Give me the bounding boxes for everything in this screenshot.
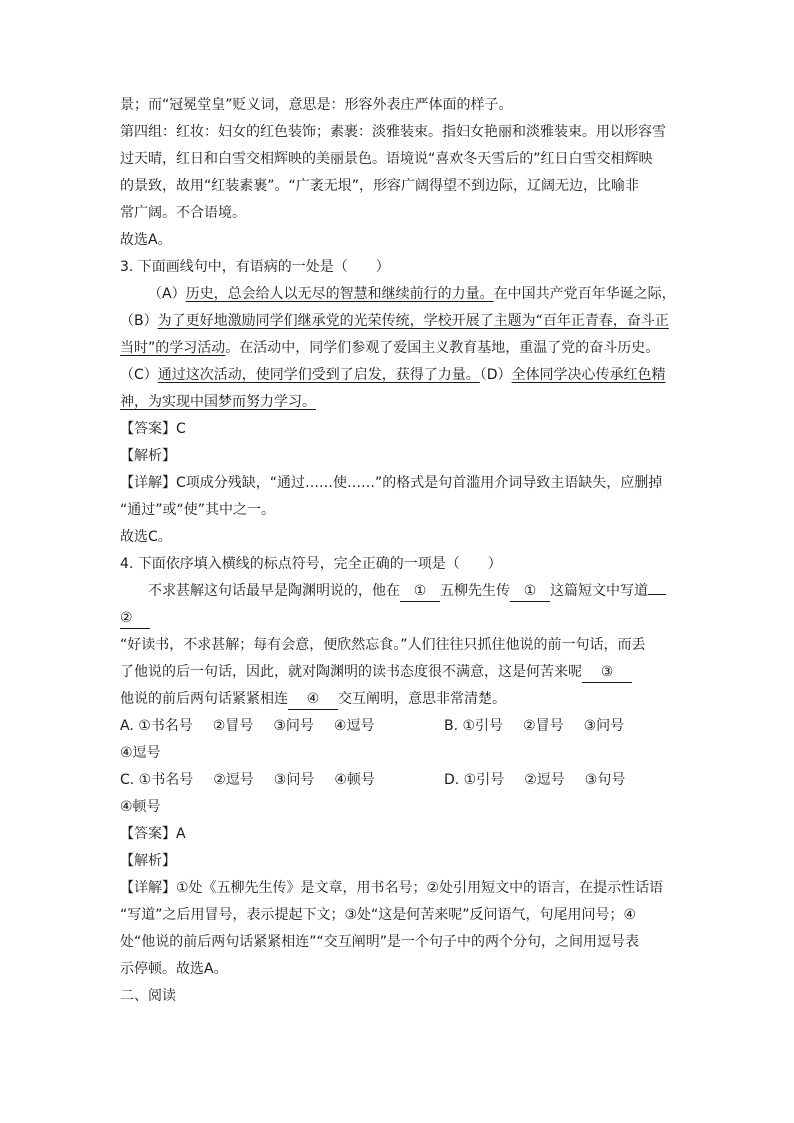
text-span: 这篇短文中写道: [550, 583, 648, 599]
option-b-wrap: ④逗号: [120, 745, 161, 761]
option-b-underlined: 为了更好地激励同学们继承党的光荣传统，学校开展了主题为“百年正青春，奋斗正: [157, 313, 669, 329]
text-line: 第四组：红妆：妇女的红色装饰；素裹：淡雅装束。指妇女艳丽和淡雅装束。用以形容雪: [120, 124, 666, 140]
text-span: 不求甚解这句话最早是陶渊明说的，他在: [148, 583, 400, 599]
detail-text: 处“他说的前后两句话紧紧相连”“交互阐明”是一个句子中的两个分句，之间用逗号表: [120, 934, 640, 950]
option-a[interactable]: [120, 713, 444, 740]
detail-text: “写道”之后用冒号，表示提起下文；③处“这是何苦来呢”反问语气，句尾用问号；④: [120, 907, 637, 923]
blank-2-start: [648, 594, 666, 595]
text-line: 过天晴，红日和白雪交相辉映的美丽景色。语境说“喜欢冬天雪后的”红日白雪交相辉映: [120, 151, 653, 167]
question-4-line: [120, 578, 680, 605]
option-b-part: B. ①引号: [444, 718, 504, 734]
analysis-label: 【解析】: [120, 853, 176, 869]
option-d-label: （D）: [479, 367, 512, 383]
blank-3: ③: [582, 662, 632, 683]
option-a-underlined: 历史，总会给人以无尽的智慧和继续前行的力量。: [185, 286, 494, 302]
option-b[interactable]: [444, 713, 680, 740]
question-4-line: “好读书，不求甚解；每有会意，便欣然忘食。”人们往往只抓住他说的前一句话，而丢: [120, 637, 646, 653]
text-span: 在中国共产党百年华诞之际，: [493, 286, 676, 302]
question-4-line: [120, 686, 680, 713]
blank-1b: ①: [510, 581, 550, 602]
detail-text: 【详解】①处《五柳先生传》是文章，用书名号；②处引用短文中的语言，在提示性话语: [120, 880, 664, 896]
question-3-line: [120, 281, 680, 308]
document-page: [120, 92, 680, 1010]
answer-label: 【答案】A: [120, 826, 186, 842]
text-line: 常广阔。不合语境。: [120, 205, 246, 221]
option-c-part: C. ①书名号: [120, 772, 194, 788]
question-4-line: [120, 659, 680, 686]
section-heading: 二、阅读: [120, 988, 176, 1004]
option-d-part: ③句号: [584, 772, 626, 788]
option-b-part: ②冒号: [523, 718, 564, 734]
option-b-part: ③问号: [583, 718, 625, 734]
text-span: 。在活动中，同学们参观了爱国主义教育基地，重温了党的奋斗历史。: [225, 340, 660, 356]
option-d-part: D. ①引号: [444, 772, 505, 788]
option-c-part: ③问号: [273, 772, 315, 788]
blank-4: ④: [288, 689, 338, 710]
option-c-label: （C）: [120, 367, 158, 383]
option-a-label: （A）: [148, 286, 186, 302]
text-line: 景；而“冠冕堂皇”贬义词，意思是：形容外表庄严体面的样子。: [120, 97, 513, 113]
detail-text: 示停顿。故选A。: [120, 961, 228, 977]
option-a-part: ②冒号: [212, 718, 254, 734]
analysis-label: 【解析】: [120, 448, 176, 464]
question-4-stem: 4. 下面依序填入横线的标点符号，完全正确的一项是（ ）: [120, 556, 502, 572]
blank-1: ①: [400, 581, 440, 602]
option-b-label: （B）: [120, 313, 158, 329]
option-a-part: ④逗号: [333, 718, 375, 734]
option-a-part: A. ①书名号: [120, 718, 193, 734]
option-c[interactable]: [120, 767, 444, 794]
question-3-stem: 3. 下面画线句中，有语病的一处是（ ）: [120, 259, 390, 275]
detail-text: “通过”或“使”其中之一。: [120, 502, 276, 518]
option-a-part: ③问号: [273, 718, 314, 734]
question-4-line: [120, 605, 680, 632]
option-c-part: ②逗号: [213, 772, 254, 788]
option-c-underlined: 通过这次活动，使同学们受到了启发，获得了力量。: [157, 367, 480, 383]
answer-label: 【答案】C: [120, 421, 186, 437]
text-span: 五柳先生传: [440, 583, 510, 599]
question-3-line: [120, 308, 680, 335]
options-row: [120, 767, 680, 794]
text-line: 故选A。: [120, 232, 172, 248]
question-3-line: [120, 335, 680, 362]
question-3-line: [120, 389, 680, 416]
text-span: 他说的前后两句话紧紧相连: [120, 691, 288, 707]
option-b-underlined: 当时”的学习活动: [120, 340, 226, 356]
options-row: [120, 713, 680, 740]
option-d[interactable]: [444, 767, 680, 794]
option-d-underlined: 神，为实现中国梦而努力学习。: [120, 394, 316, 410]
option-d-wrap: ④顿号: [120, 799, 161, 815]
question-3-line: [120, 362, 680, 389]
text-span: 了他说的后一句话，因此，就对陶渊明的读书态度很不满意，这是何苦来呢: [120, 664, 582, 680]
option-c-part: ④顿号: [334, 772, 375, 788]
text-line: 的景致，故用“红装素裹”。“广袤无垠”，形容广阔得望不到边际，辽阔无边，比喻非: [120, 178, 640, 194]
detail-text: 【详解】C项成分残缺，“通过……使……”的格式是句首滥用介词导致主语缺失，应删掉: [120, 475, 663, 491]
text-span: 交互阐明，意思非常清楚。: [338, 691, 506, 707]
blank-2: ②: [120, 608, 150, 629]
conclusion-text: 故选C。: [120, 529, 172, 545]
option-d-underlined: 全体同学决心传承红色精: [511, 367, 666, 383]
option-d-part: ②逗号: [524, 772, 565, 788]
